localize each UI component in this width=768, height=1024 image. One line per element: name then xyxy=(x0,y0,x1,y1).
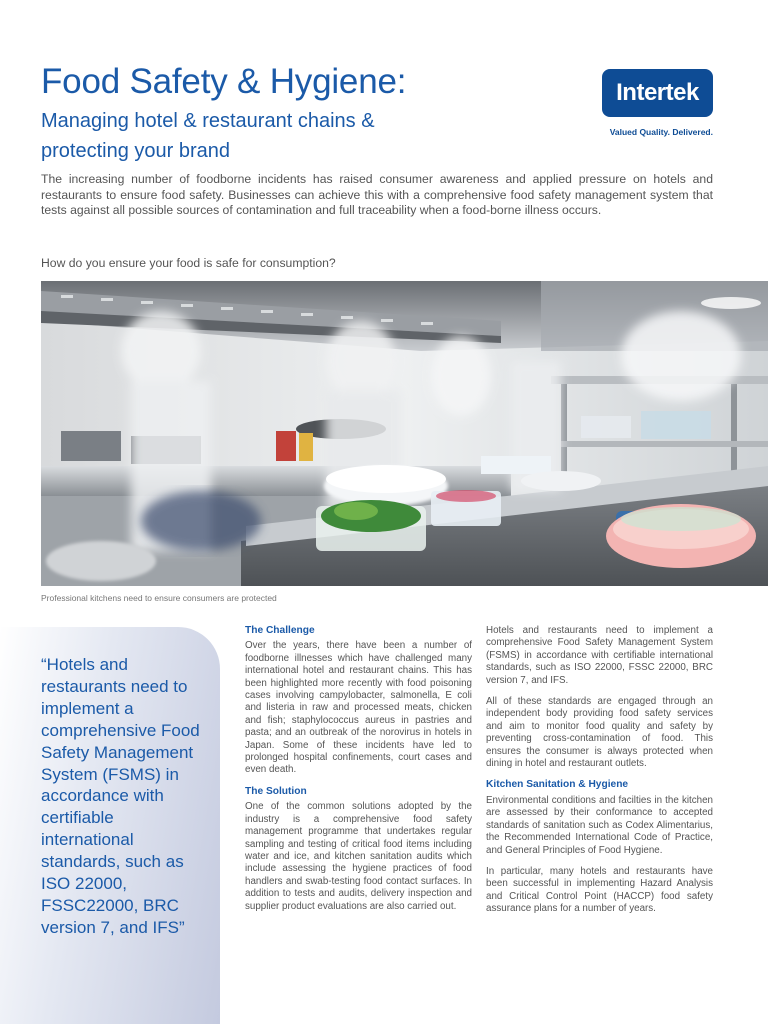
logo-tagline: Valued Quality. Delivered. xyxy=(609,127,713,137)
fsms-paragraph-1: Hotels and restaurants need to implement a comprehensive Food Safety Management System (FSMS) in accordance with certifiable international standards, such as ISO 22000, FSSC 22000, BRC version 7, and IFS. xyxy=(486,625,713,686)
column-left xyxy=(245,625,472,922)
challenge-paragraph: Over the years, there have been a number of foodborne illnesses which have challenged many international hotel and restaurant chains. This has been highlighted more recently with food poisoning cases involving campylobacter, salmonella, E coli and listeria in raw and processed meats, chicken and fish; staphylococcus aureus in pastries and pasta; and an outbreak of the norovirus in hotels in Japan. Some of these incidents have led to prolonged hospital confinements, court cases and even death. xyxy=(245,640,472,776)
intertek-logo xyxy=(602,69,713,117)
sanitation-heading: Kitchen Sanitation & Hygiene xyxy=(486,779,629,791)
column-right xyxy=(486,625,713,925)
intro-paragraph: The increasing number of foodborne incidents has raised consumer awareness and applied pressure on hotels and restaurants to ensure food safety. Businesses can achieve this with a comprehensive food safety management system that tests against all possible sources of contamination and full traceability when a food-borne illness occurs. xyxy=(41,172,713,217)
photo-caption: Professional kitchens need to ensure consumers are protected xyxy=(41,593,277,603)
fsms-paragraph-2: All of these standards are engaged through an independent body providing food safety services and aim to monitor food quality and safety by preventing cross-contamination of food. This ensures the consumer is always protected when dining in hotel and restaurant outlets. xyxy=(486,696,713,770)
kitchen-photo xyxy=(41,281,768,586)
solution-paragraph: One of the common solutions adopted by the industry is a comprehensive food safety management programme that undertakes regular sampling and testing of critical food items including water and ice, and kitchen sanitation audits which include assessing the hygiene practices of food handlers and swab-testing food contact surfaces. In addition to tests and audits, delivery inspection and supplier product evaluations are also carried out. xyxy=(245,801,472,912)
sanitation-paragraph-1: Environmental conditions and facilties in the kitchen are assessed by their conformance to accepted standards of sanitation such as Codex Alimentarius, the Recommended International Code of Practice, and General Principles of Food Hygiene. xyxy=(486,794,713,856)
page-title: Food Safety & Hygiene: xyxy=(41,62,407,101)
pull-quote: “Hotels and restaurants need to implement a comprehensive Food Safety Management System (FSMS) in accordance with certifiable international standards, such as ISO 22000, FSSC22000, BRC version 7, and IFS” xyxy=(41,655,200,937)
page-subtitle: Managing hotel & restaurant chains & protecting your brand xyxy=(41,110,375,162)
sanitation-paragraph-2: In particular, many hotels and restaurants have been successful in implementing Hazard Analysis and Critical Control Point (HACCP) food safety assurance plans for a number of years. xyxy=(486,865,713,915)
challenge-heading: The Challenge xyxy=(245,625,315,636)
logo-wordmark: Intertek xyxy=(616,79,699,106)
intro-question: How do you ensure your food is safe for consumption? xyxy=(41,256,336,270)
solution-heading: The Solution xyxy=(245,785,307,797)
